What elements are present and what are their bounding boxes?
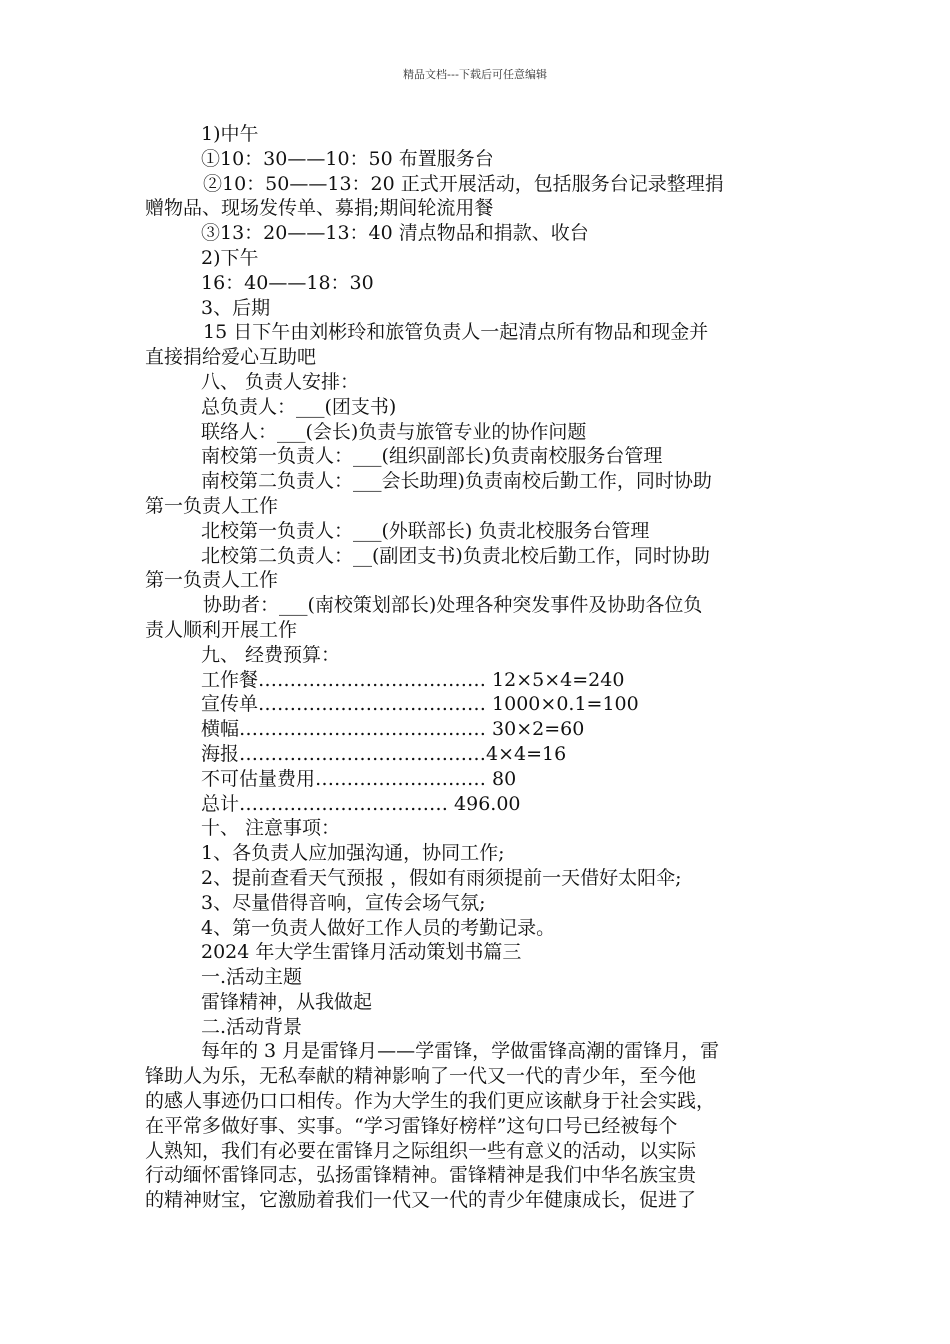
budget-total-line: 总计…………………………… 496.00 [201,792,521,815]
text-line: 南校第一负责人：___(组织副部长)负责南校服务台管理 [201,445,663,468]
text-line: 在平常多做好事、实事。“学习雷锋好榜样”这句口号已经被每个 [145,1114,678,1137]
text-line: 1)中午 [201,123,259,145]
text-line: 八、 负责人安排： [201,370,360,393]
text-line: 一.活动主题 [201,966,303,989]
text-line: 第一负责人工作 [145,569,279,592]
text-line: 的感人事迹仍口口相传。作为大学生的我们更应该献身于社会实践， [145,1090,716,1113]
text-line: 北校第一负责人：___(外联部长) 负责北校服务台管理 [201,519,650,542]
text-line: 联络人：___(会长)负责与旅管专业的协作问题 [201,420,587,443]
budget-line: 不可估量费用……………………… 80 [201,767,517,790]
text-line: 锋助人为乐，无私奉献的精神影响了一代又一代的青少年，至今他 [145,1065,697,1088]
text-line: 九、 经费预算： [201,643,341,666]
page-header: 精品文档---下载后可任意编辑 [403,68,547,81]
text-line: 2)下午 [201,246,259,269]
text-line: 16：40——18：30 [201,271,374,294]
text-line: 2、提前查看天气预报 ，假如有雨须提前一天借好太阳伞; [201,866,682,889]
text-line: 行动缅怀雷锋同志，弘扬雷锋精神。雷锋精神是我们中华名族宝贵 [145,1164,697,1187]
text-line: 总负责人：___(团支书) [201,395,397,418]
text-line: ①10：30——10：50 布置服务台 [201,147,494,170]
text-line: 1、各负责人应加强沟通，协同工作; [201,842,505,865]
text-line: 的精神财宝，它激励着我们一代又一代的青少年健康成长，促进了 [145,1189,697,1212]
section-title: 2024 年大学生雷锋月活动策划书篇三 [201,941,522,964]
budget-line: 横幅………………………………… 30×2=60 [201,718,585,741]
text-line: 3、后期 [201,296,271,319]
text-line: 每年的 3 月是雷锋月——学雷锋，学做雷锋高潮的雷锋月，雷 [201,1040,720,1063]
text-line: 南校第二负责人：___会长助理)负责南校后勤工作，同时协助 [201,470,712,493]
text-line: 3、尽量借得音响，宣传会场气氛; [201,891,486,914]
text-line: 直接捐给爱心互助吧 [145,346,317,369]
text-line: 十、 注意事项： [201,817,341,840]
text-line: 协助者：___(南校策划部长)处理各种突发事件及协助各位负 [203,594,703,617]
text-line: 人熟知，我们有必要在雷锋月之际组织一些有意义的活动，以实际 [145,1139,697,1162]
budget-line: 海报…………………………………4×4=16 [201,742,567,765]
budget-line: 工作餐……………………………… 12×5×4=240 [201,668,625,691]
text-line: ③13：20——13：40 清点物品和捐款、收台 [201,222,589,245]
budget-line: 宣传单……………………………… 1000×0.1=100 [201,693,639,716]
text-line: 二.活动背景 [201,1015,303,1038]
document-body [145,122,815,1213]
text-line: 责人顺利开展工作 [145,618,298,641]
text-line: 15 日下午由刘彬玲和旅管负责人一起清点所有物品和现金并 [203,321,709,344]
text-line: 北校第二负责人：__(副团支书)负责北校后勤工作，同时协助 [201,544,710,567]
text-line: 赠物品、现场发传单、募捐;期间轮流用餐 [145,197,494,220]
text-line: 第一负责人工作 [145,494,279,517]
text-line: 雷锋精神，从我做起 [201,990,373,1013]
text-line: ②10：50——13：20 正式开展活动，包括服务台记录整理捐 [203,172,724,195]
text-line: 4、第一负责人做好工作人员的考勤记录。 [201,916,556,939]
